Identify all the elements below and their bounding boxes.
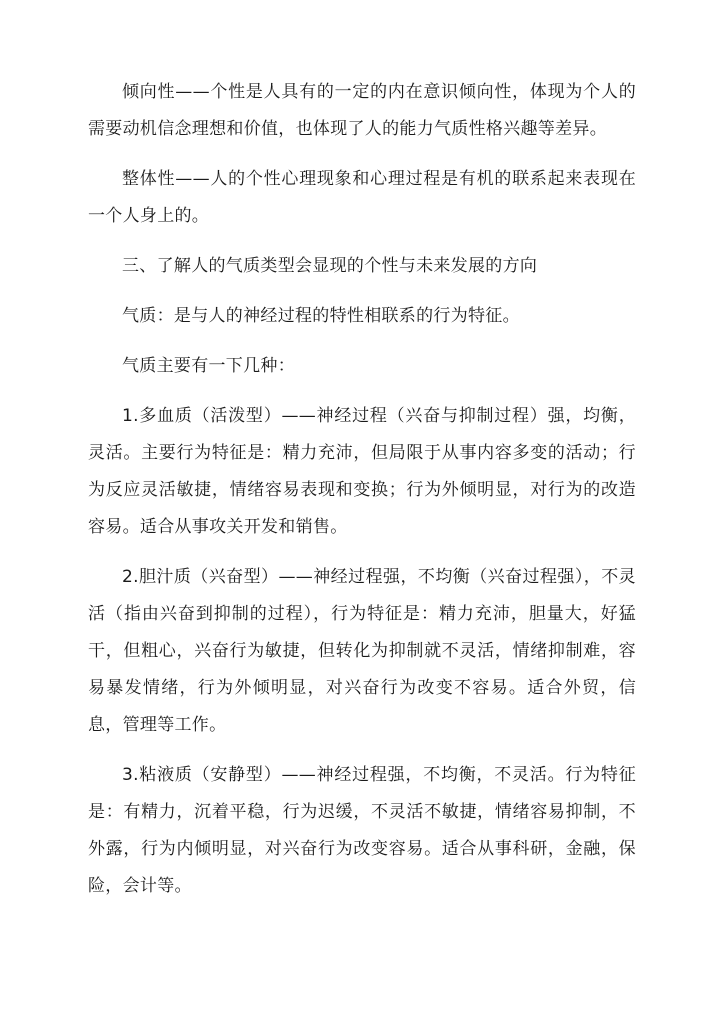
paragraph-temperament-types-intro: 气质主要有一下几种： bbox=[122, 356, 295, 376]
paragraph-integrity: 整体性——人的个性心理现象和心理过程是有机的联系起来表现在一个人身上的。 bbox=[88, 169, 636, 226]
document-page bbox=[88, 74, 636, 918]
paragraph-temperament-definition: 气质：是与人的神经过程的特性相联系的行为特征。 bbox=[122, 306, 520, 326]
paragraph-choleric: 2.胆汁质（兴奋型）——神经过程强，不均衡（兴奋过程强），不灵活（指由兴奋到抑制的过程），行为特征是：精力充沛，胆量大，好猛干，但粗心，兴奋行为敏捷，但转化为抑制就不灵活，情绪抑制难，容易暴发情绪，行为外倾明显，对兴奋行为改变不容易。适合外贸，信息，管理等工作。 bbox=[88, 567, 636, 735]
section-heading: 三、了解人的气质类型会显现的个性与未来发展的方向 bbox=[122, 256, 538, 276]
paragraph-phlegmatic: 3.粘液质（安静型）——神经过程强，不均衡，不灵活。行为特征是：有精力，沉着平稳，行为迟缓，不灵活不敏捷，情绪容易抑制，不外露，行为内倾明显，对兴奋行为改变容易。适合从事科研，金融，保险，会计等。 bbox=[88, 765, 636, 896]
paragraph-tendency: 倾向性——个性是人具有的一定的内在意识倾向性，体现为个人的需要动机信念理想和价值，也体现了人的能力气质性格兴趣等差异。 bbox=[88, 82, 636, 139]
paragraph-sanguine: 1.多血质（活泼型）——神经过程（兴奋与抑制过程）强，均衡，灵活。主要行为特征是：精力充沛，但局限于从事内容多变的活动；行为反应灵活敏捷，情绪容易表现和变换；行为外倾明显，对行为的改造容易。适合从事攻关开发和销售。 bbox=[88, 406, 636, 537]
